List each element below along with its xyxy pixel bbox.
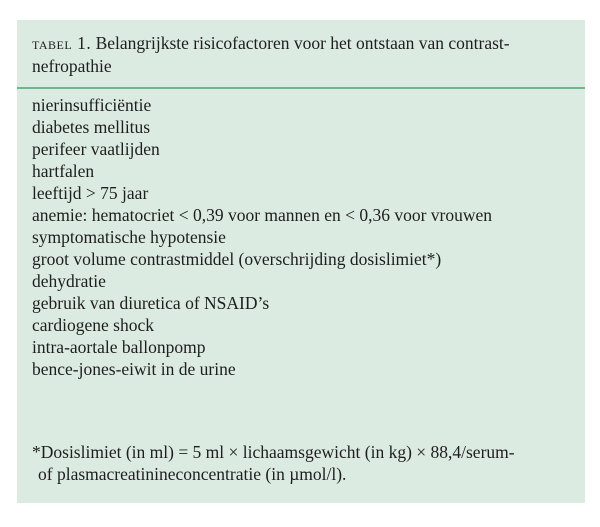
header-divider	[17, 87, 585, 89]
table-caption	[32, 32, 577, 78]
list-item: diabetes mellitus	[32, 117, 151, 137]
footnote-line1: *Dosislimiet (in ml) = 5 ml × lichaamsgewicht (in kg) × 88,4/serum-	[32, 442, 515, 462]
list-item: bence-jones-eiwit in de urine	[32, 359, 236, 379]
list-item: gebruik van diuretica of NSAID’s	[32, 293, 270, 313]
list-item: hartfalen	[32, 161, 95, 181]
list-item: groot volume contrastmiddel (overschrijding dosislimiet*)	[32, 249, 442, 269]
list-item: cardiogene shock	[32, 315, 154, 335]
list-item: dehydratie	[32, 271, 106, 291]
risk-factor-list	[32, 94, 492, 380]
table-title-line1: Belangrijkste risicofactoren voor het ontstaan van contrast-	[95, 33, 510, 53]
risk-factor-table	[17, 20, 585, 503]
table-label: tabel 1.	[32, 33, 92, 53]
list-item: anemie: hematocriet < 0,39 voor mannen en < 0,36 voor vrouwen	[32, 205, 493, 225]
table-title-line2: nefropathie	[32, 56, 112, 76]
footnote-line2: of plasmacreatinineconcentratie (in µmol/l).	[38, 464, 347, 484]
list-item: leeftijd > 75 jaar	[32, 183, 149, 203]
footnote	[32, 441, 577, 485]
list-item: symptomatische hypotensie	[32, 227, 226, 247]
list-item: nierinsufficiëntie	[32, 95, 152, 115]
list-item: intra-aortale ballonpomp	[32, 337, 206, 357]
list-item: perifeer vaatlijden	[32, 139, 160, 159]
